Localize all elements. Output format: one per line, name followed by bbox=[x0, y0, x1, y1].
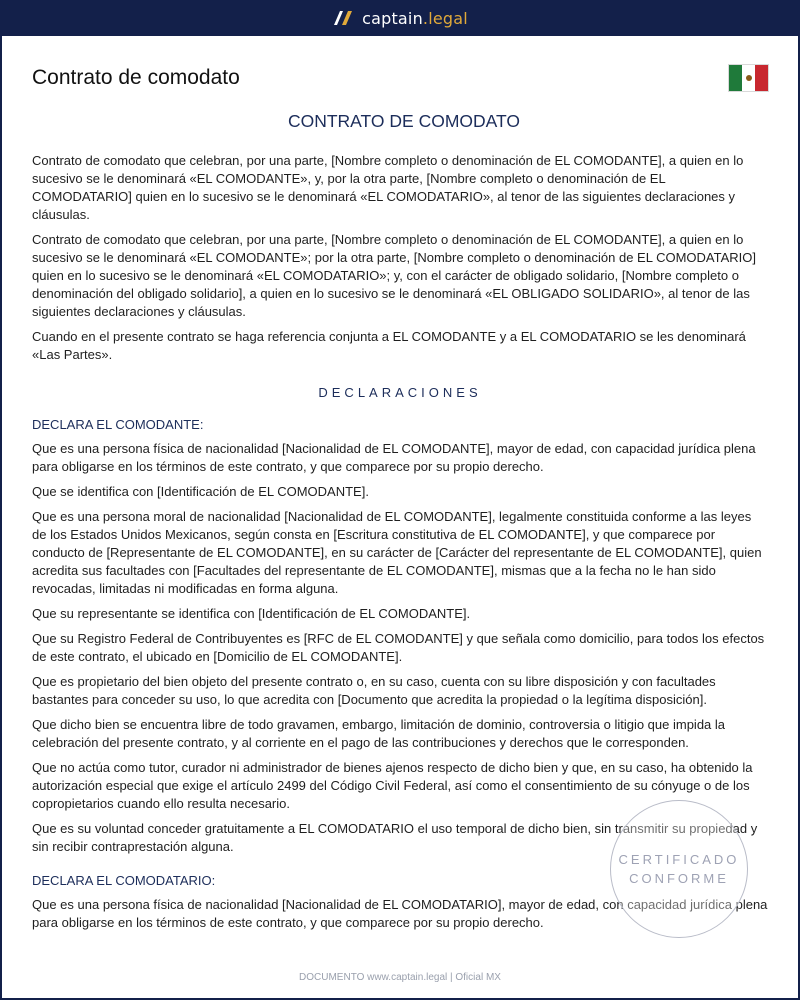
declarations-heading: DECLARACIONES bbox=[318, 385, 482, 400]
top-bar bbox=[0, 0, 800, 36]
comodante-declaration: Que se identifica con [Identificación de EL COMODANTE]. bbox=[32, 484, 369, 499]
page-bottom-mask bbox=[2, 942, 798, 998]
comodante-declaration: Que es su voluntad conceder gratuitamente a EL COMODATARIO el uso temporal de dicho bien, sin transmitir su propiedad y sin recibir contraprestación alguna. bbox=[32, 821, 758, 854]
comodante-declaration: Que su representante se identifica con [Identificación de EL COMODANTE]. bbox=[32, 606, 471, 621]
comodatario-heading: DECLARA EL COMODATARIO: bbox=[32, 873, 216, 888]
intro-paragraph-3: Cuando en el presente contrato se haga referencia conjunta a EL COMODANTE y a EL COMODATARIO se les denominará «Las Partes». bbox=[32, 329, 746, 362]
comodante-declaration: Que es una persona física de nacionalidad [Nacionalidad de EL COMODANTE], mayor de edad, con capacidad jurídica plena para obligarse en los términos de este contrato, y que comparece por su propio derecho. bbox=[32, 441, 756, 474]
comodante-declaration: Que su Registro Federal de Contribuyentes es [RFC de EL COMODANTE] y que señala como domicilio, para todos los efectos de este contrato, el ubicado en [Domicilio de EL COMODANTE]. bbox=[32, 631, 765, 664]
document-page bbox=[2, 36, 798, 998]
seal-line-2: CONFORME bbox=[629, 871, 729, 886]
intro-paragraph-2: Contrato de comodato que celebran, por una parte, [Nombre completo o denominación de EL COMODANTE], a quien en lo sucesivo se le denominará «EL COMODANTE»; por la otra parte, [Nombre completo o denominación de EL COMODATARIO] quien en lo sucesivo se le denominará «EL COMODATARIO»; y, con el carácter de obligado solidario, [Nombre completo o denominación del obligado solidario], a quien en lo sucesivo se le denominará «EL OBLIGADO SOLIDARIO», al tenor de las siguientes declaraciones y cláusulas. bbox=[32, 232, 756, 319]
page-footer: DOCUMENTO www.captain.legal | Oficial MX bbox=[299, 972, 501, 983]
comodante-heading: DECLARA EL COMODANTE: bbox=[32, 417, 204, 432]
page-title: Contrato de comodato bbox=[32, 66, 240, 89]
double-slash-logo-icon bbox=[332, 9, 354, 27]
comodante-declaration: Que es propietario del bien objeto del presente contrato o, en su caso, cuenta con su libre disposición y con facultades bastantes para conceder su uso, lo que acredita con [Documento que acredita la propiedad o la legítima disposición]. bbox=[32, 674, 716, 707]
comodante-declaration: Que es una persona moral de nacionalidad [Nacionalidad de EL COMODANTE], legalmente constituida conforme a las leyes de los Estados Unidos Mexicanos, según consta en [Escritura constitutiva de EL COMODANTE], y que comparece por conducto de [Representante de EL COMODANTE], en su carácter de [Carácter del representante de EL COMODANTE], quien acredita sus facultades con [Facultades del representante de EL COMODANTE], mismas que a la fecha no le han sido revocadas, limitadas ni modificadas en forma alguna. bbox=[32, 509, 762, 596]
brand-name: captain.legal bbox=[362, 8, 468, 28]
certified-seal bbox=[610, 800, 748, 938]
comodatario-declaration: Que es una persona física de nacionalidad [Nacionalidad de EL COMODATARIO], mayor de edad, con capacidad jurídica plena para obligarse en los términos de este contrato, y que comparece por su propio derecho. bbox=[32, 897, 768, 930]
brand-logo[interactable] bbox=[332, 9, 468, 28]
seal-line-1: CERTIFICADO bbox=[618, 852, 740, 867]
mexico-flag-icon bbox=[728, 64, 769, 92]
intro-paragraph-1: Contrato de comodato que celebran, por una parte, [Nombre completo o denominación de EL COMODANTE], a quien en lo sucesivo se le denominará «EL COMODANTE», y, por la otra parte, [Nombre completo o denominación de EL COMODATARIO] quien en lo sucesivo se le denominará «EL COMODATARIO», al tenor de las siguientes declaraciones y cláusulas. bbox=[32, 153, 744, 222]
comodante-declaration: Que no actúa como tutor, curador ni administrador de bienes ajenos respecto de dicho bien y que, en su caso, ha obtenido la autorización especial que exige el artículo 2499 del Código Civil Federal, así como el consentimiento de su cónyuge o de los copropietarios cuando ello resulta necesario. bbox=[32, 760, 753, 811]
contract-heading: CONTRATO DE COMODATO bbox=[287, 111, 521, 131]
comodante-declaration: Que dicho bien se encuentra libre de todo gravamen, embargo, limitación de dominio, controversia o litigio que impida la celebración del presente contrato, y al corriente en el pago de las contribuciones y derechos que le corresponden. bbox=[32, 717, 726, 750]
